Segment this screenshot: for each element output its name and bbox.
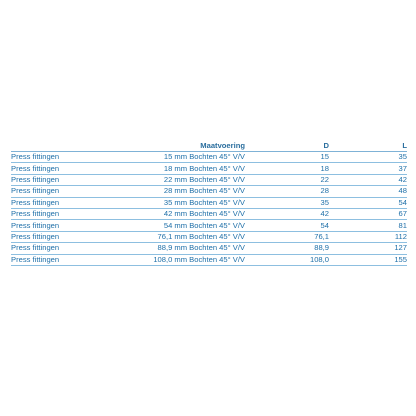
row-d: 22 xyxy=(251,174,329,185)
row-l: 42 xyxy=(329,174,407,185)
row-d: 42 xyxy=(251,208,329,219)
table-row xyxy=(11,231,407,242)
row-name: Press fittingen xyxy=(11,254,107,265)
row-d: 76,1 xyxy=(251,231,329,242)
row-size: 35 mm Bochten 45° V/V xyxy=(107,197,251,208)
row-l: 155 xyxy=(329,254,407,265)
row-d: 18 xyxy=(251,163,329,174)
row-name: Press fittingen xyxy=(11,152,107,163)
table-row xyxy=(11,208,407,219)
row-size: 22 mm Bochten 45° V/V xyxy=(107,174,251,185)
row-l: 54 xyxy=(329,197,407,208)
row-l: 35 xyxy=(329,152,407,163)
row-name: Press fittingen xyxy=(11,197,107,208)
table-row xyxy=(11,254,407,265)
row-d: 88,9 xyxy=(251,243,329,254)
row-size: 88,9 mm Bochten 45° V/V xyxy=(107,243,251,254)
row-d: 15 xyxy=(251,152,329,163)
header-row xyxy=(11,137,407,152)
table-row xyxy=(11,163,407,174)
fittings-spec-table xyxy=(11,137,407,266)
row-name: Press fittingen xyxy=(11,243,107,254)
row-name: Press fittingen xyxy=(11,231,107,242)
row-size: 15 mm Bochten 45° V/V xyxy=(107,152,251,163)
row-size: 42 mm Bochten 45° V/V xyxy=(107,208,251,219)
header-maatvoering: Maatvoering xyxy=(107,137,251,152)
row-name: Press fittingen xyxy=(11,163,107,174)
row-name: Press fittingen xyxy=(11,174,107,185)
row-d: 108,0 xyxy=(251,254,329,265)
row-d: 54 xyxy=(251,220,329,231)
table-header xyxy=(11,137,407,152)
row-l: 112 xyxy=(329,231,407,242)
row-l: 81 xyxy=(329,220,407,231)
row-l: 37 xyxy=(329,163,407,174)
row-l: 48 xyxy=(329,186,407,197)
row-name: Press fittingen xyxy=(11,208,107,219)
table-row xyxy=(11,174,407,185)
table-body xyxy=(11,152,407,266)
table-row xyxy=(11,243,407,254)
row-name: Press fittingen xyxy=(11,220,107,231)
row-d: 28 xyxy=(251,186,329,197)
row-d: 35 xyxy=(251,197,329,208)
table-row xyxy=(11,220,407,231)
row-size: 76,1 mm Bochten 45° V/V xyxy=(107,231,251,242)
row-size: 54 mm Bochten 45° V/V xyxy=(107,220,251,231)
header-d: D xyxy=(251,137,329,152)
row-l: 127 xyxy=(329,243,407,254)
header-l: L xyxy=(329,137,407,152)
table-row xyxy=(11,186,407,197)
row-size: 18 mm Bochten 45° V/V xyxy=(107,163,251,174)
header-name xyxy=(11,137,107,152)
row-l: 67 xyxy=(329,208,407,219)
table-row xyxy=(11,197,407,208)
row-size: 108,0 mm Bochten 45° V/V xyxy=(107,254,251,265)
table-row xyxy=(11,152,407,163)
row-name: Press fittingen xyxy=(11,186,107,197)
row-size: 28 mm Bochten 45° V/V xyxy=(107,186,251,197)
